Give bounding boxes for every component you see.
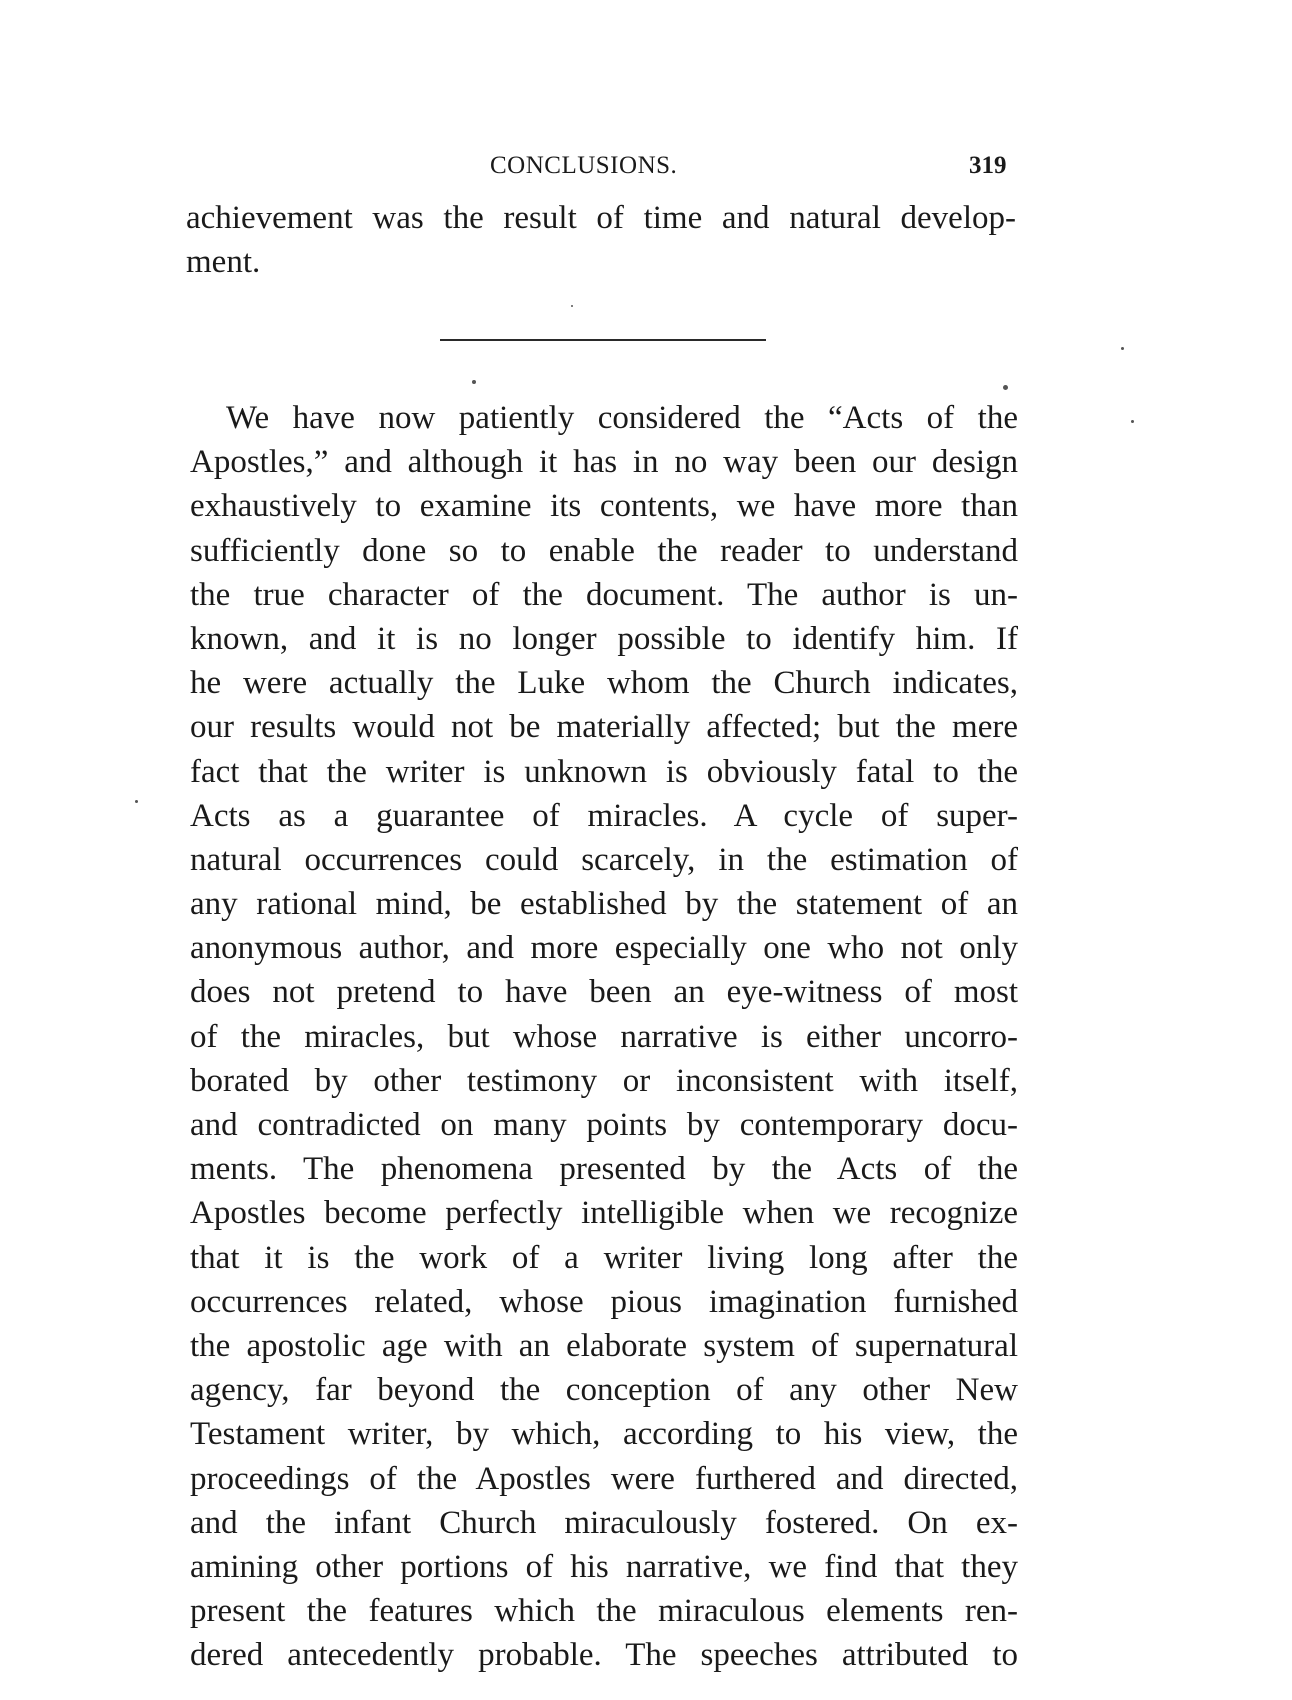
text-line: that it is the work of a writer living long after the: [190, 1239, 1018, 1276]
scan-speck: [1003, 385, 1008, 390]
text-line: present the features which the miraculous elements ren-: [190, 1593, 1018, 1630]
text-line: anonymous author, and more especially one who not only: [190, 930, 1018, 967]
page-number: 319: [969, 152, 1007, 179]
scan-speck: [135, 800, 138, 803]
text-line: natural occurrences could scarcely, in the estimation of: [190, 841, 1018, 878]
text-line: and the infant Church miraculously fostered. On ex-: [190, 1504, 1018, 1541]
text-line: agency, far beyond the conception of any other New: [190, 1372, 1018, 1409]
text-line: fact that the writer is unknown is obviously fatal to the: [190, 753, 1018, 790]
text-line: ments. The phenomena presented by the Acts of the: [190, 1151, 1018, 1188]
text-line: does not pretend to have been an eye-witness of most: [190, 974, 1018, 1011]
scan-speck: [472, 380, 476, 384]
text-line: of the miracles, but whose narrative is either uncorro-: [190, 1018, 1018, 1055]
text-line: amining other portions of his narrative, we find that they: [190, 1548, 1018, 1585]
text-line: proceedings of the Apostles were furthered and directed,: [190, 1460, 1018, 1497]
scan-speck: [1121, 347, 1124, 350]
text-line: Acts as a guarantee of miracles. A cycle of super-: [190, 797, 1018, 834]
text-line: dered antecedently probable. The speeches attributed to: [190, 1637, 1018, 1674]
section-divider: [440, 339, 766, 341]
main-paragraph: [190, 396, 1018, 1677]
text-line: Apostles,” and although it has in no way been our design: [190, 444, 1018, 481]
text-line: and contradicted on many points by contemporary docu-: [190, 1107, 1018, 1143]
continued-paragraph: [186, 196, 1016, 284]
text-line: any rational mind, be established by the statement of an: [190, 886, 1018, 923]
text-line: ment.: [186, 244, 261, 281]
text-line: borated by other testimony or inconsistent with itself,: [190, 1062, 1018, 1099]
text-line: Apostles become perfectly intelligible when we recognize: [190, 1195, 1018, 1232]
text-line: Testament writer, by which, according to his view, the: [190, 1416, 1018, 1453]
text-line: he were actually the Luke whom the Church indicates,: [190, 665, 1018, 702]
running-head: [0, 152, 1292, 188]
scan-speck: [571, 305, 573, 307]
text-line: exhaustively to examine its contents, we have more than: [190, 488, 1018, 525]
text-line: our results would not be materially affected; but the mere: [190, 709, 1018, 746]
text-line: the apostolic age with an elaborate system of supernatural: [190, 1327, 1018, 1364]
text-line: occurrences related, whose pious imagination furnished: [190, 1283, 1018, 1320]
text-line: achievement was the result of time and natural develop-: [186, 200, 1016, 236]
text-line: sufficiently done so to enable the reader to understand: [190, 532, 1018, 569]
scan-speck: [1131, 420, 1134, 423]
text-line: the true character of the document. The author is un-: [190, 576, 1018, 613]
text-line: We have now patiently considered the “Acts of the: [226, 400, 1018, 436]
running-title: CONCLUSIONS.: [490, 152, 678, 179]
text-line: known, and it is no longer possible to identify him. If: [190, 620, 1018, 657]
